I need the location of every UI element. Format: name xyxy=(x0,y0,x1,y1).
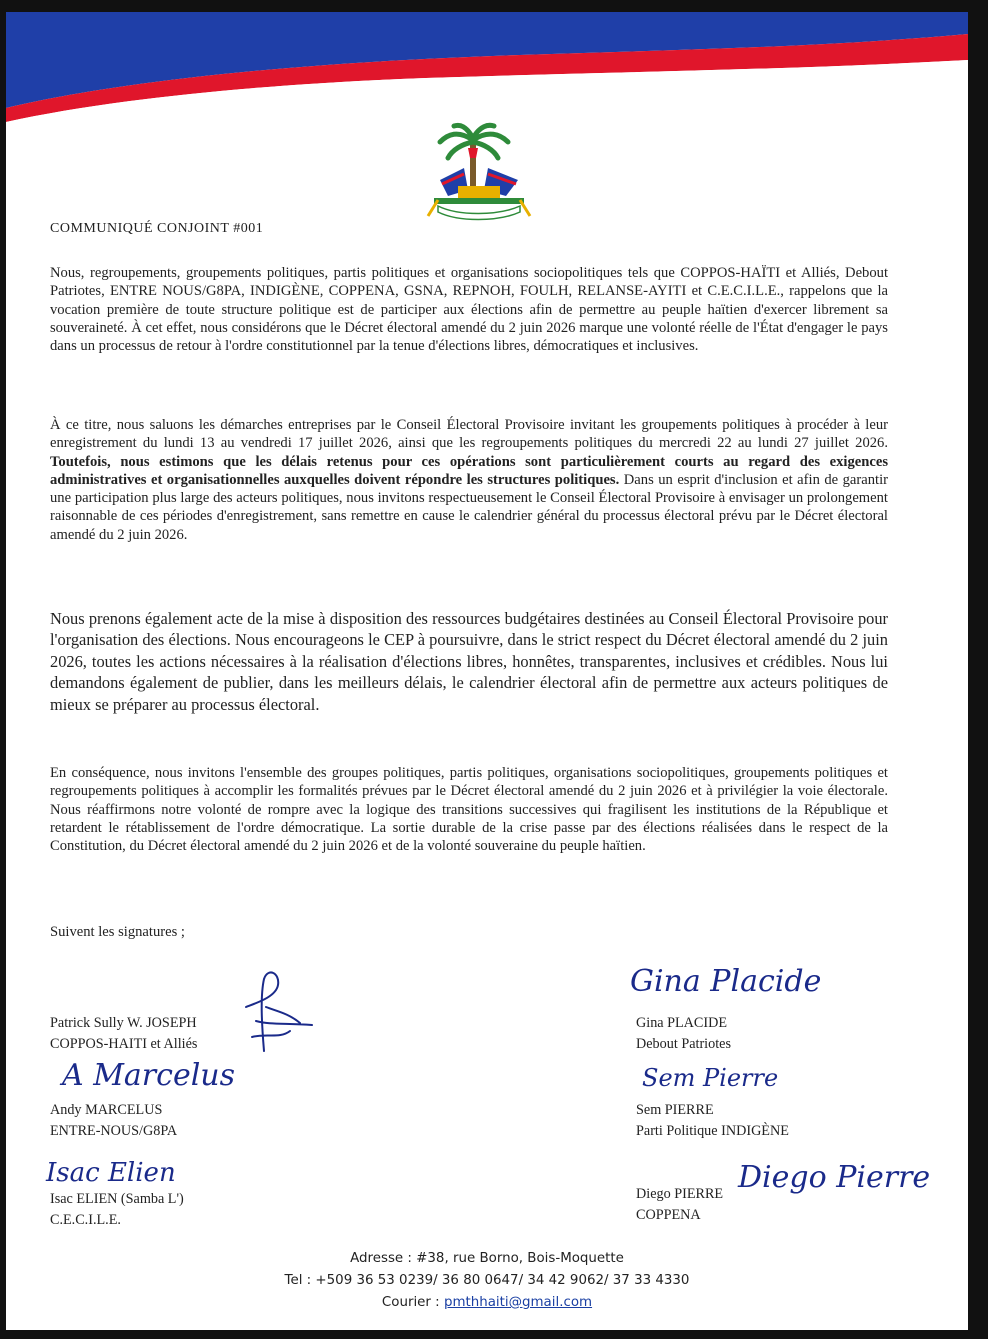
signatory-1-name: Patrick Sully W. JOSEPH xyxy=(50,1015,197,1031)
signatory-1-org: COPPOS-HAITI et Alliés xyxy=(50,1036,198,1052)
signatory-4-name: Sem PIERRE xyxy=(636,1102,714,1118)
signature-placide: Gina Placide xyxy=(630,964,822,999)
signatory-5-org: C.E.C.I.L.E. xyxy=(50,1212,121,1228)
signature-joseph xyxy=(216,967,326,1057)
signatory-3-org: ENTRE-NOUS/G8PA xyxy=(50,1123,178,1139)
footer-email-line xyxy=(6,1292,968,1314)
signatory-3-name: Andy MARCELUS xyxy=(50,1102,163,1118)
paragraph-1: Nous, regroupements, groupements politiques, partis politiques et organisations sociopolitiques tels que COPPOS-HAÏTI et Alliés, Debout Patriotes, ENTRE NOUS/G8PA, INDIGÈNE, COPPENA, GSNA, REPNOH, FOULH, RELANSE-AYITI et C.E.C.I.L.E., rappelons que la vocation première de toute structure politique est de participer aux élections afin de permettre au peuple haïtien d'exercer librement sa souveraineté. À cet effet, nous considérons que le Décret électoral amendé du 2 juin 2026 marque une volonté réelle de l'État d'engager le pays dans un processus de retour à l'ordre constitutionnel par la tenue d'élections libres, démocratiques et inclusives. xyxy=(50,265,888,355)
signatory-4-org: Parti Politique INDIGÈNE xyxy=(636,1123,789,1139)
signatory-2-name: Gina PLACIDE xyxy=(636,1015,728,1031)
footer-phone: Tel : +509 36 53 0239/ 36 80 0647/ 34 42 9062/ 37 33 4330 xyxy=(284,1273,690,1288)
signatory-6-org: COPPENA xyxy=(636,1207,701,1223)
signature-elien: Isac Elien xyxy=(46,1158,176,1188)
paragraph-2-part-a: À ce titre, nous saluons les démarches entreprises par le Conseil Électoral Provisoire invitant les groupements politiques à procéder à leur enregistrement du lundi 13 au vendredi 17 juillet 2026, ainsi que les regroupements politiques du mercredi 22 au lundi 27 juillet 2026. xyxy=(50,417,888,452)
paragraph-4: En conséquence, nous invitons l'ensemble des groupes politiques, partis politiques, organisations sociopolitiques, groupements politiques et regroupements politiques à accomplir les formalités prévues par le Décret électoral amendé du 2 juin 2026 et à privilégier la voie électorale. Nous réaffirmons notre volonté de rompre avec la logique des transitions successives qui fragilisent les institutions de la République et retardent le rétablissement de l'ordre démocratique. La sortie durable de la crise passe par des élections réalisées dans le respect de la Constitution, du Décret électoral amendé du 2 juin 2026 et de la volonté souveraine du peuple haïtien. xyxy=(50,765,888,855)
paragraph-2-bold: Toutefois, nous estimons que les délais retenus pour ces opérations sont particulièrement courts au regard des exigences administratives et organisationnelles auxquelles doivent répondre les structures politiques. xyxy=(50,453,888,488)
flag-wave-banner xyxy=(6,12,968,132)
signatory-2-org: Debout Patriotes xyxy=(636,1036,731,1052)
footer-address: Adresse : #38, rue Borno, Bois-Moquette xyxy=(350,1251,624,1266)
paragraph-3: Nous prenons également acte de la mise à disposition des ressources budgétaires destinées au Conseil Électoral Provisoire pour l'organisation des élections. Nous encourageons le CEP à poursuivre, dans le strict respect du Décret électoral amendé du 2 juin 2026, toutes les actions nécessaires à la réalisation d'élections libres, honnêtes, transparentes, inclusives et crédibles. Nous lui demandons également de publier, dans les meilleurs délais, le calendrier électoral afin de permettre aux acteurs politiques de mieux se préparer au processus électoral. xyxy=(50,609,888,714)
signature-diego-pierre: Diego Pierre xyxy=(738,1160,931,1195)
letter-page xyxy=(6,12,968,1330)
paragraph-2-part-c: Dans un esprit d'inclusion et afin de garantir une participation plus large des acteurs politiques, nous invitons respectueusement le Conseil Électoral Provisoire à envisager un prolongement raisonnable de ces périodes d'enregistrement, sans remettre en cause le calendrier général du processus électoral prévu par le Décret électoral amendé du 2 juin 2026. xyxy=(50,471,888,543)
communique-heading: COMMUNIQUÉ CONJOINT #001 xyxy=(50,221,264,236)
closing-line: Suivent les signatures ; xyxy=(50,924,185,940)
footer-email-label: Courier : xyxy=(381,1295,444,1310)
paragraph-2 xyxy=(50,416,888,544)
email-link[interactable]: pmthhaiti@gmail.com xyxy=(443,1295,593,1310)
signature-sem-pierre: Sem Pierre xyxy=(642,1064,779,1092)
haiti-coat-of-arms-icon xyxy=(418,120,540,226)
signatory-5-name: Isac ELIEN (Samba L') xyxy=(50,1191,184,1207)
letterhead-footer xyxy=(6,1248,968,1314)
signature-marcelus: A Marcelus xyxy=(62,1058,236,1093)
signatory-6-name: Diego PIERRE xyxy=(636,1186,724,1202)
